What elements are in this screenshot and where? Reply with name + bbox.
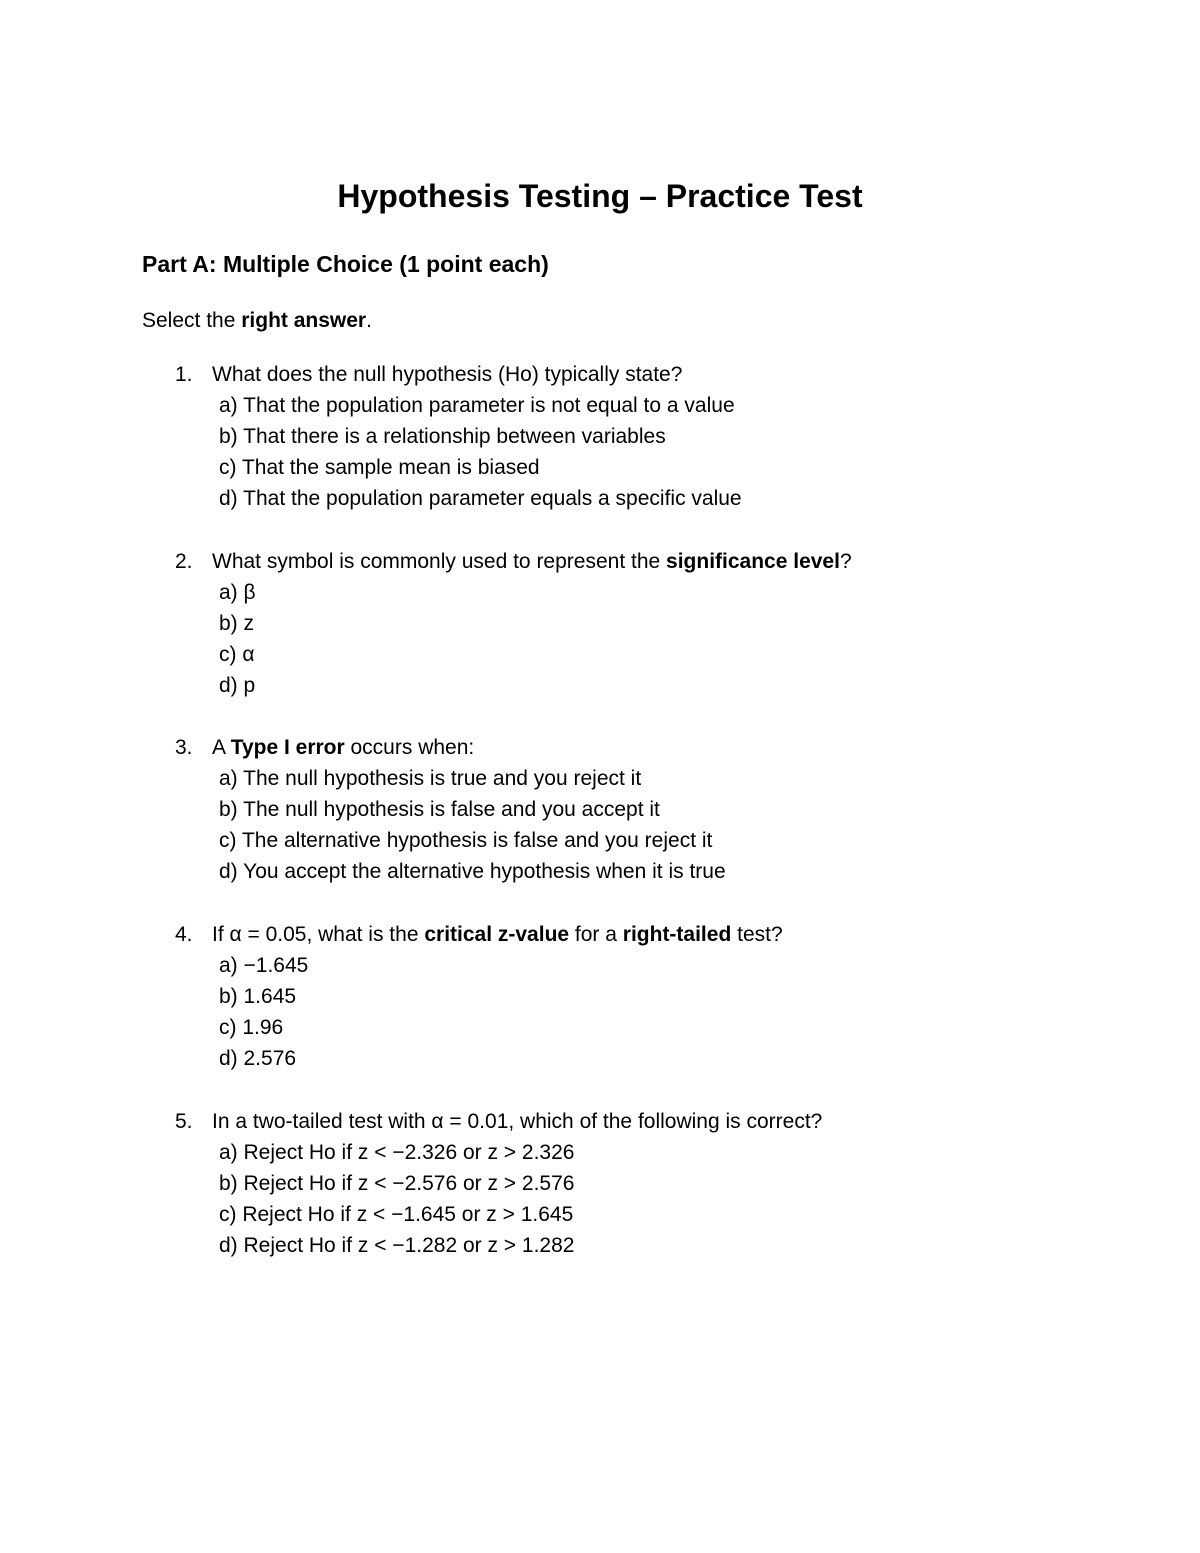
part-a-heading: Part A: Multiple Choice (1 point each) [142,251,549,277]
question-text [212,919,783,950]
answer-option [0,577,1200,608]
question-stem [0,359,1200,390]
question-text-part: A [212,736,231,759]
answer-option [0,825,1200,856]
answer-option-text: d) That the population parameter equals a specific value [219,487,742,510]
instruction-bold: right answer [241,309,367,332]
question-text [212,1106,822,1137]
question-text-part: What does the null hypothesis (Ho) typically state? [212,363,683,386]
question-text-bold: critical z-value [424,923,570,946]
question-number: 1. [175,363,193,386]
answer-option [0,981,1200,1012]
question-text-part: In a two-tailed test with α = 0.01, which of the following is correct? [212,1110,823,1133]
question-number: 4. [175,923,193,946]
answer-option [0,452,1200,483]
question-text [212,359,682,390]
instruction-suffix: . [366,309,372,332]
answer-option [0,950,1200,981]
question-stem [0,919,1200,950]
question-text-part: occurs when: [344,736,475,759]
answer-option-text: d) Reject Ho if z < −1.282 or z > 1.282 [219,1234,575,1257]
answer-option-text: d) p [219,674,256,697]
question-text-bold: Type I error [230,736,345,759]
question-4 [0,919,1200,1074]
answer-option-text: a) β [219,581,256,604]
instruction-text [142,305,372,336]
page-title: Hypothesis Testing – Practice Test [337,178,863,214]
answer-option-text: c) Reject Ho if z < −1.645 or z > 1.645 [219,1203,574,1226]
question-text-bold: right-tailed [622,923,732,946]
question-3 [0,732,1200,887]
question-stem [0,1106,1200,1137]
question-text [212,732,474,763]
question-number: 3. [175,736,193,759]
answer-option-text: b) z [219,612,255,635]
answer-option-text: c) 1.96 [219,1016,284,1039]
question-text-part: for a [569,923,623,946]
question-stem [0,546,1200,577]
answer-option-text: b) 1.645 [219,985,297,1008]
question-2 [0,546,1200,701]
answer-option-text: b) That there is a relationship between variables [219,425,666,448]
answer-option-text: c) α [219,643,255,666]
question-text-part: ? [839,550,852,573]
answer-option [0,390,1200,421]
answer-option-text: c) That the sample mean is biased [219,456,540,479]
question-text-part: test? [731,923,783,946]
answer-option-text: c) The alternative hypothesis is false and you reject it [219,829,713,852]
question-number: 5. [175,1110,193,1133]
question-1 [0,359,1200,514]
answer-option-text: d) You accept the alternative hypothesis when it is true [219,860,726,883]
answer-option [0,1043,1200,1074]
instruction-prefix: Select the [142,309,242,332]
question-5 [0,1106,1200,1261]
answer-option [0,1168,1200,1199]
question-text-part: What symbol is commonly used to represent the [212,550,667,573]
answer-option-text: d) 2.576 [219,1047,297,1070]
answer-option-text: a) −1.645 [219,954,309,977]
answer-option [0,1230,1200,1261]
answer-option [0,670,1200,701]
answer-option [0,608,1200,639]
question-stem [0,732,1200,763]
answer-option [0,639,1200,670]
answer-option [0,483,1200,514]
question-number: 2. [175,550,193,573]
answer-option [0,794,1200,825]
answer-option [0,856,1200,887]
answer-option-text: a) The null hypothesis is true and you reject it [219,767,642,790]
answer-option-text: a) Reject Ho if z < −2.326 or z > 2.326 [219,1141,575,1164]
question-text [212,546,852,577]
answer-option [0,1199,1200,1230]
question-text-bold: significance level [666,550,840,573]
answer-option [0,763,1200,794]
answer-option-text: b) The null hypothesis is false and you accept it [219,798,660,821]
answer-option [0,1012,1200,1043]
answer-option-text: b) Reject Ho if z < −2.576 or z > 2.576 [219,1172,575,1195]
question-text-part: If α = 0.05, what is the [212,923,425,946]
answer-option [0,1137,1200,1168]
answer-option [0,421,1200,452]
answer-option-text: a) That the population parameter is not equal to a value [219,394,735,417]
